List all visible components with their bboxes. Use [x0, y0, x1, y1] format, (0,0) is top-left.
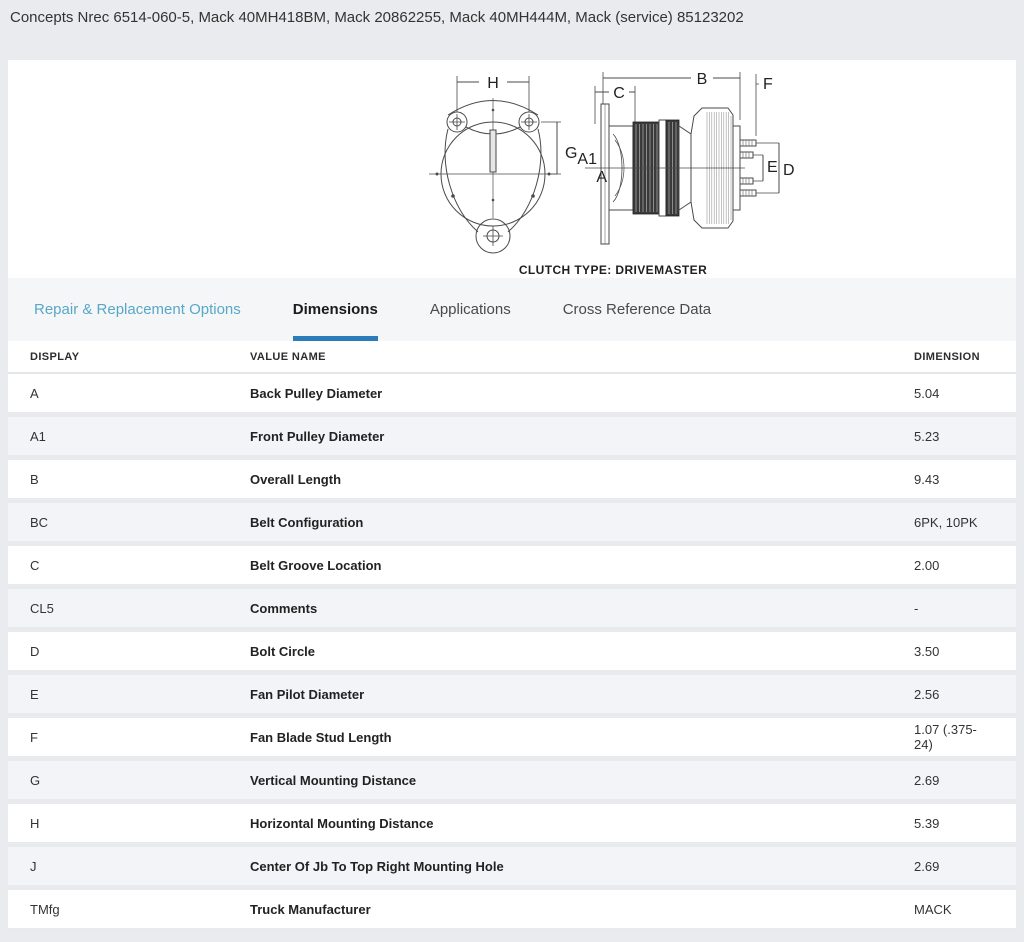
column-header-dimension: DIMENSION — [914, 350, 980, 363]
cell-value-name: Belt Configuration — [250, 514, 364, 530]
column-header-display: DISPLAY — [30, 350, 80, 363]
table-row — [8, 718, 1016, 761]
dim-label-g: G — [565, 145, 578, 162]
header-bar — [0, 0, 1024, 60]
dim-label-e: E — [767, 159, 778, 176]
cell-dimension: 6PK, 10PK — [914, 514, 978, 530]
tab-label: Repair & Replacement Options — [34, 301, 241, 318]
cell-value-name: Fan Blade Stud Length — [250, 729, 392, 745]
column-header-value-name: VALUE NAME — [250, 350, 326, 363]
cell-dimension: 9.43 — [914, 471, 940, 487]
dim-label-c: C — [613, 85, 625, 102]
cell-value-name: Comments — [250, 600, 318, 616]
cell-display: G — [30, 772, 41, 788]
cell-value-name: Center Of Jb To Top Right Mounting Hole — [250, 858, 504, 874]
cell-display: H — [30, 815, 40, 831]
cell-dimension: 2.56 — [914, 686, 940, 702]
table-row — [8, 675, 1016, 718]
cell-display: F — [30, 729, 38, 745]
cell-dimension: 5.39 — [914, 815, 940, 831]
tab-cross-reference-data[interactable] — [537, 278, 737, 341]
cell-dimension: 2.00 — [914, 557, 940, 573]
tab-repair-replacement-options[interactable] — [8, 278, 267, 341]
diagram-section — [8, 60, 1016, 278]
table-row — [8, 632, 1016, 675]
dim-label-a1: A1 — [577, 151, 597, 168]
clutch-diagram — [417, 66, 809, 256]
diagram-wrap — [417, 66, 809, 277]
dim-label-d: D — [783, 162, 795, 179]
cell-dimension: 2.69 — [914, 858, 940, 874]
table-header-row — [8, 341, 1016, 374]
cell-display: J — [30, 858, 37, 874]
tab-label: Dimensions — [292, 301, 378, 318]
cell-display: D — [30, 643, 40, 659]
dim-label-h: H — [487, 75, 499, 92]
table-body — [8, 374, 1016, 933]
cell-dimension: - — [914, 600, 919, 616]
cell-dimension: MACK — [914, 901, 952, 917]
cell-display: B — [30, 471, 39, 487]
cell-dimension: 1.07 (.375-24) — [914, 722, 977, 752]
tab-label: Cross Reference Data — [562, 301, 712, 318]
cell-value-name: Overall Length — [250, 471, 342, 487]
cell-value-name: Fan Pilot Diameter — [250, 686, 365, 702]
cell-value-name: Truck Manufacturer — [250, 901, 371, 917]
tab-dimensions[interactable] — [267, 278, 404, 341]
cell-display: A — [30, 385, 39, 401]
table-row — [8, 503, 1016, 546]
cell-display: C — [30, 557, 40, 573]
tab-bar — [8, 278, 1016, 341]
part-numbers-title: Concepts Nrec 6514-060-5, Mack 40MH418BM, Mack 20862255, Mack 40MH444M, Mack (service) 85123202 — [10, 9, 744, 26]
cell-display: A1 — [30, 428, 46, 444]
cell-dimension: 5.23 — [914, 428, 940, 444]
table-row — [8, 804, 1016, 847]
table-row — [8, 847, 1016, 890]
cell-value-name: Bolt Circle — [250, 643, 316, 659]
cell-value-name: Belt Groove Location — [250, 557, 382, 573]
cell-dimension: 2.69 — [914, 772, 940, 788]
cell-dimension: 5.04 — [914, 385, 940, 401]
cell-dimension: 3.50 — [914, 643, 940, 659]
table-row — [8, 761, 1016, 804]
content-card — [8, 60, 1016, 933]
cell-display: TMfg — [30, 901, 60, 917]
table-row — [8, 460, 1016, 503]
table-row — [8, 890, 1016, 933]
dimensions-table — [8, 341, 1016, 933]
table-row — [8, 417, 1016, 460]
table-row — [8, 589, 1016, 632]
cell-display: CL5 — [30, 600, 54, 616]
table-row — [8, 546, 1016, 589]
dim-label-f: F — [763, 76, 773, 93]
tab-applications[interactable] — [404, 278, 537, 341]
tab-label: Applications — [429, 301, 511, 318]
table-row — [8, 374, 1016, 417]
cell-value-name: Horizontal Mounting Distance — [250, 815, 434, 831]
cell-value-name: Vertical Mounting Distance — [250, 772, 417, 788]
cell-display: BC — [30, 514, 49, 530]
dim-label-a: A — [596, 169, 607, 186]
dim-label-b: B — [696, 71, 708, 88]
clutch-type-caption: CLUTCH TYPE: DRIVEMASTER — [518, 263, 708, 277]
cell-value-name: Back Pulley Diameter — [250, 385, 383, 401]
cell-value-name: Front Pulley Diameter — [250, 428, 385, 444]
cell-display: E — [30, 686, 39, 702]
